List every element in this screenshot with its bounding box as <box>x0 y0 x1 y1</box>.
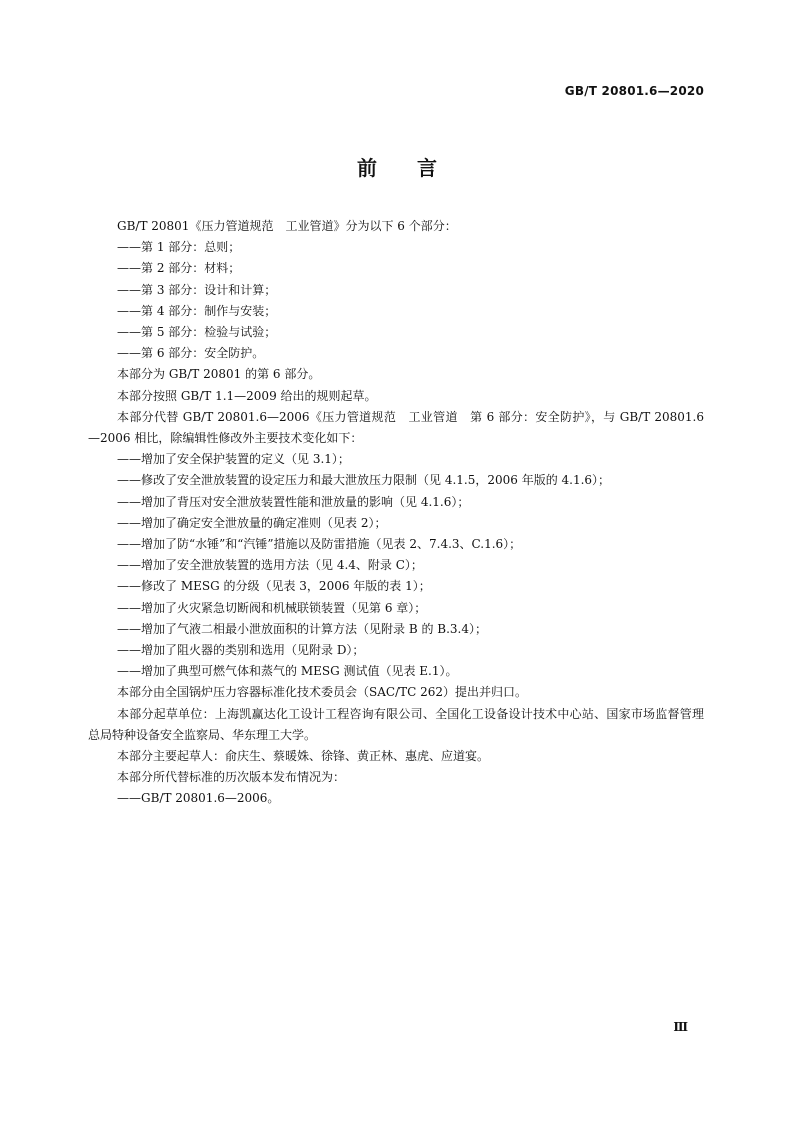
paragraph: ——增加了火灾紧急切断阀和机械联锁装置（见第 6 章）； <box>117 600 427 615</box>
paragraph: ——第 5 部分：检验与试验； <box>117 325 277 340</box>
paragraph: ——增加了阻火器的类别和选用（见附录 D）； <box>117 643 365 658</box>
paragraph: ——修改了 MESG 的分级（见表 3，2006 年版的表 1）； <box>117 579 431 594</box>
paragraph: ——增加了防“水锤”和“汽锤”措施以及防雷措施（见表 2、7.4.3、C.1.6）； <box>117 537 522 552</box>
paragraph: 本部分为 GB/T 20801 的第 6 部分。 <box>117 367 321 382</box>
paragraph: 本部分由全国锅炉压力容器标准化技术委员会（SAC/TC 262）提出并归口。 <box>117 685 528 700</box>
paragraph: 本部分主要起草人：俞庆生、蔡暖姝、徐锋、黄正林、惠虎、应道宴。 <box>117 749 490 764</box>
paragraph: ——增加了气液二相最小泄放面积的计算方法（见附录 B 的 B.3.4）； <box>117 621 487 636</box>
paragraph: ——第 1 部分：总则； <box>117 240 241 255</box>
paragraph: 本部分所代替标准的历次版本发布情况为： <box>117 770 346 785</box>
page-number: Ⅲ <box>673 1020 688 1034</box>
paragraph: GB/T 20801《压力管道规范 工业管道》分为以下 6 个部分： <box>117 219 457 233</box>
paragraph: 本部分起草单位：上海凯赢达化工设计工程咨询有限公司、全国化工设备设计技术中心站、国家市场监督管理总局特种设备安全监察局、华东理工大学。 <box>88 706 704 742</box>
page-title: 前言 <box>357 156 477 180</box>
paragraph: ——增加了安全泄放装置的选用方法（见 4.4、附录 C）； <box>117 558 423 573</box>
paragraph: ——第 4 部分：制作与安装； <box>117 303 277 318</box>
paragraph: ——第 6 部分：安全防护。 <box>117 346 265 361</box>
paragraph: 本部分代替 GB/T 20801.6—2006《压力管道规范 工业管道 第 6 部分：安全防护》，与 GB/T 20801.6—2006 相比，除编辑性修改外主要技术变化如下： <box>88 409 704 446</box>
paragraph: ——增加了背压对安全泄放装置性能和泄放量的影响（见 4.1.6）； <box>117 494 470 509</box>
paragraph: ——第 2 部分：材料； <box>117 261 241 276</box>
paragraph: ——修改了安全泄放装置的设定压力和最大泄放压力限制（见 4.1.5，2006 年版的 4.1.6）； <box>117 473 611 488</box>
paragraph: ——第 3 部分：设计和计算； <box>117 282 277 297</box>
paragraph: ——增加了安全保护装置的定义（见 3.1）； <box>117 452 350 467</box>
paragraph: ——增加了典型可燃气体和蒸气的 MESG 测试值（见表 E.1）。 <box>117 664 458 679</box>
standard-code: GB/T 20801.6—2020 <box>564 84 704 98</box>
paragraph: ——增加了确定安全泄放量的确定准则（见表 2）； <box>117 515 387 530</box>
document-body <box>88 216 704 810</box>
paragraph: ——GB/T 20801.6—2006。 <box>117 791 280 806</box>
paragraph: 本部分按照 GB/T 1.1—2009 给出的规则起草。 <box>117 388 377 403</box>
